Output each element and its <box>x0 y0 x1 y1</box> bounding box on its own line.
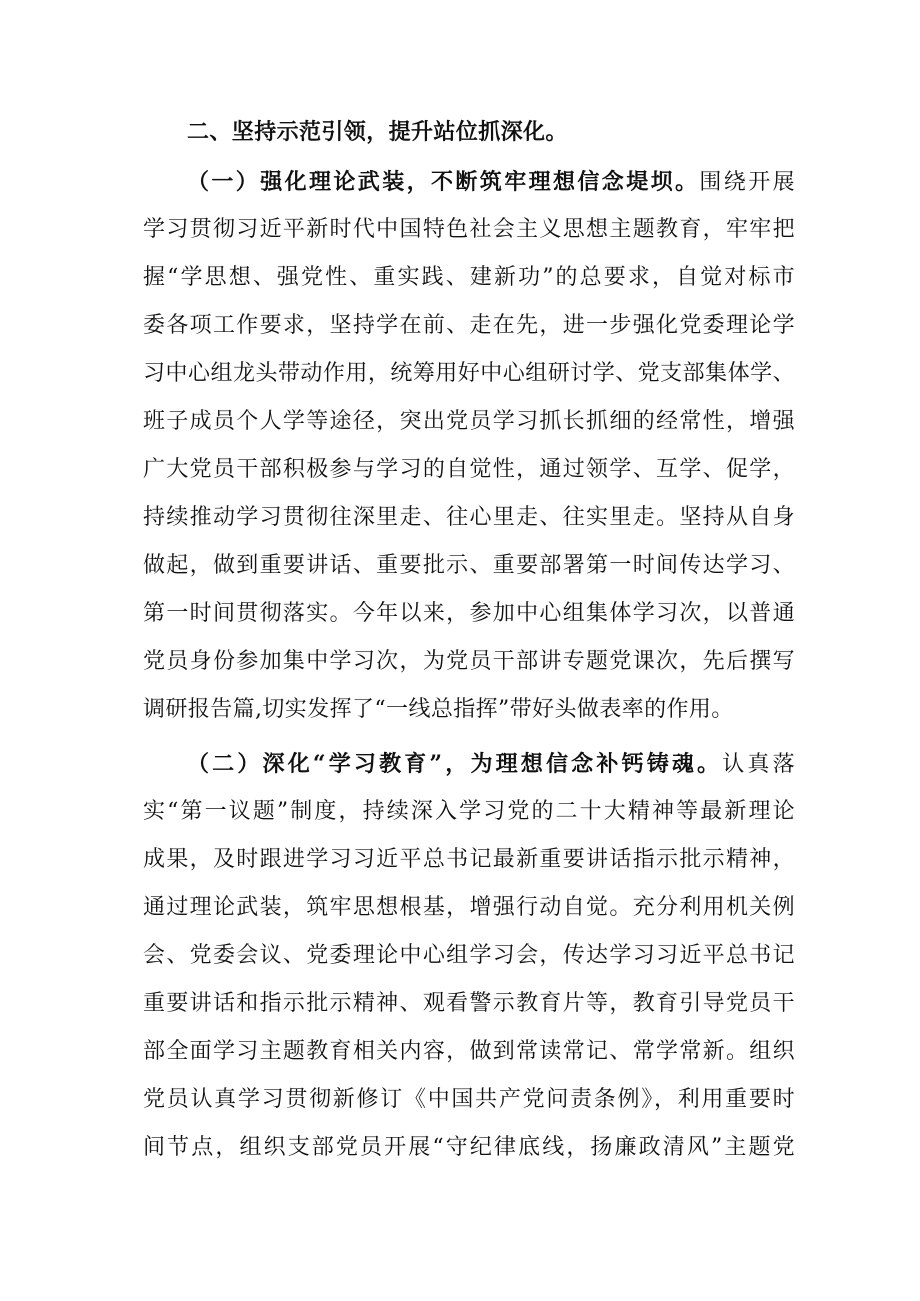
section1-first-line <box>143 167 795 197</box>
section2-first-line <box>143 749 795 779</box>
section1-line: 第一时间贯彻落实。今年以来，参加中心组集体学习次，以普通 <box>143 601 795 626</box>
section2-line: 重要讲话和指示批示精神、观看警示教育片等，教育引导党员干 <box>143 991 795 1016</box>
section1-line: 委各项工作要求，坚持学在前、走在先，进一步强化党委理论学 <box>143 313 795 338</box>
section2-line: 党员认真学习贯彻新修订《中国共产党问责条例》，利用重要时 <box>143 1087 795 1112</box>
section1-line: 做起，做到重要讲话、重要批示、重要部署第一时间传达学习、 <box>143 553 795 578</box>
section1-line: 班子成员个人学等途径，突出党员学习抓长抓细的经常性，增强 <box>143 409 795 434</box>
section2-line: 实“第一议题”制度，持续深入学习党的二十大精神等最新理论 <box>143 799 795 824</box>
section1-line: 围绕开展 <box>699 170 795 195</box>
section1-line: 握“学思想、强党性、重实践、建新功”的总要求，自觉对标市 <box>143 265 795 290</box>
section1-line: 学习贯彻习近平新时代中国特色社会主义思想主题教育，牢牢把 <box>143 217 795 242</box>
section1-last-line: 调研报告篇,切实发挥了“一线总指挥”带好头做表率的作用。 <box>143 697 734 722</box>
section2-line: 通过理论武装，筑牢思想根基，增强行动自觉。充分利用机关例 <box>143 895 795 920</box>
section2-line: 会、党委会议、党委理论中心组学习会，传达学习习近平总书记 <box>143 943 795 968</box>
section1-title: （一）强化理论武装，不断筑牢理想信念堤坝。 <box>187 169 700 195</box>
section1-line: 广大党员干部积极参与学习的自觉性，通过领学、互学、促学， <box>143 457 795 482</box>
section-heading: 二、坚持示范引领，提升站位抓深化。 <box>187 119 568 145</box>
section1-line: 持续推动学习贯彻往深里走、往心里走、往实里走。坚持从自身 <box>143 505 795 530</box>
section1-line: 习中心组龙头带动作用，统筹用好中心组研讨学、党支部集体学、 <box>143 361 795 386</box>
section1-line: 党员身份参加集中学习次，为党员干部讲专题党课次，先后撰写 <box>143 649 795 674</box>
section2-line: 成果，及时跟进学习习近平总书记最新重要讲话指示批示精神， <box>143 847 795 872</box>
section2-line: 间节点，组织支部党员开展“守纪律底线，扬廉政清风”主题党 <box>143 1135 795 1160</box>
section2-title: （二）深化“学习教育”，为理想信念补钙铸魂。 <box>187 751 723 777</box>
section2-line: 部全面学习主题教育相关内容，做到常读常记、常学常新。组织 <box>143 1039 795 1064</box>
section2-line: 认真落 <box>722 752 795 777</box>
